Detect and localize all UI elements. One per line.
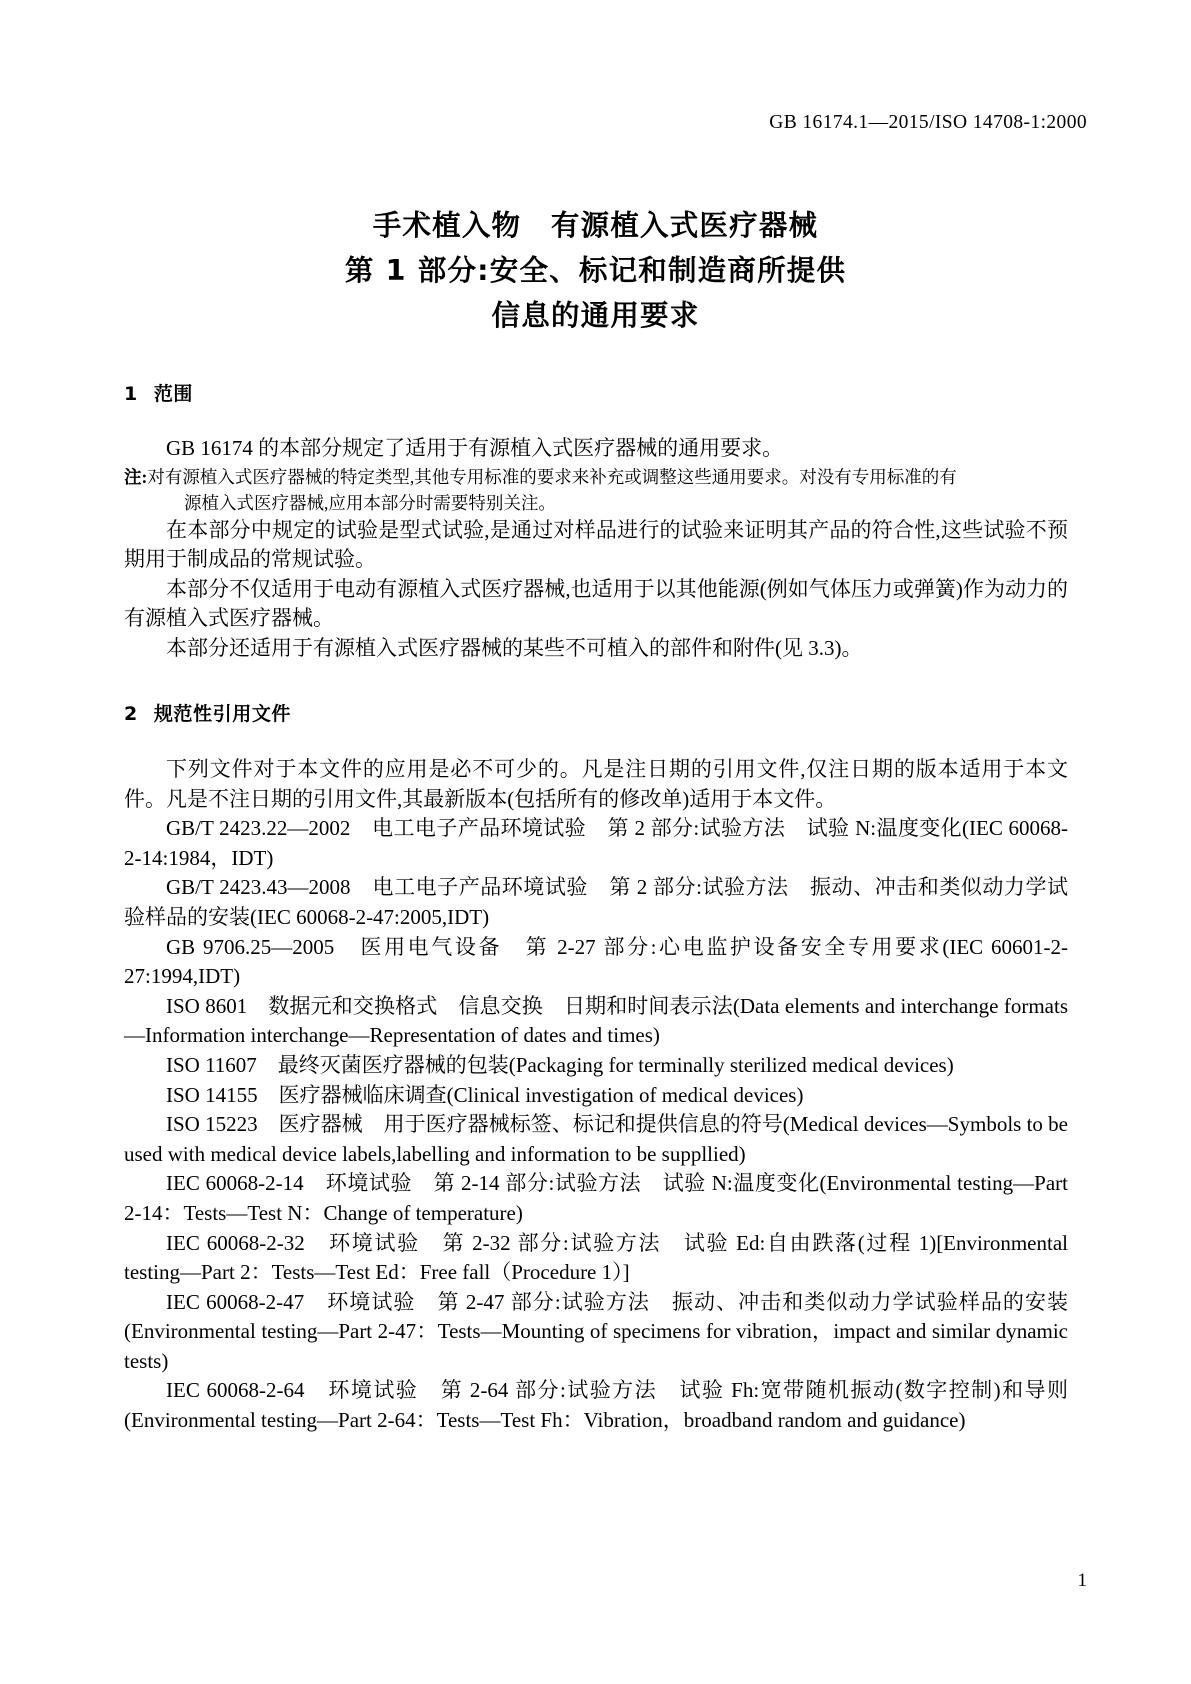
section-label-2: 规范性引用文件 [153, 703, 292, 725]
scope-body [124, 434, 1068, 664]
page-number: 1 [1077, 1570, 1087, 1591]
reference-entry: IEC 60068-2-32 环境试验 第 2-32 部分:试验方法 试验 Ed:自由跌落(过程 1)[Environmental testing—Part 2：Tests—Test Ed：Free fall（Procedure 1）] [124, 1230, 1068, 1285]
document-title [0, 203, 1191, 338]
reference-entry: ISO 14155 医疗器械临床调查(Clinical investigation of medical devices) [166, 1082, 804, 1107]
reference-entry: ISO 11607 最终灭菌医疗器械的包装(Packaging for terminally sterilized medical devices) [166, 1052, 954, 1077]
scope-paragraph-3: 本部分不仅适用于电动有源植入式医疗器械,也适用于以其他能源(例如气体压力或弹簧)作为动力的有源植入式医疗器械。 [124, 576, 1068, 631]
scope-paragraph-1: GB 16174 的本部分规定了适用于有源植入式医疗器械的通用要求。 [166, 436, 784, 460]
title-line-1: 手术植入物 有源植入式医疗器械 [372, 209, 819, 242]
scope-paragraph-4: 本部分还适用于有源植入式医疗器械的某些不可植入的部件和附件(见 3.3)。 [166, 635, 863, 660]
section-heading-normative-references [124, 699, 291, 726]
normative-references-body [124, 755, 1068, 1436]
reference-entry: IEC 60068-2-14 环境试验 第 2-14 部分:试验方法 试验 N:温度变化(Environmental testing—Part 2-14：Tests—Test N：Change of temperature) [124, 1171, 1068, 1225]
reference-entry: GB 9706.25—2005 医用电气设备 第 2-27 部分:心电监护设备安全专用要求(IEC 60601-2-27:1994,IDT) [124, 934, 1068, 989]
reference-entry: ISO 8601 数据元和交换格式 信息交换 日期和时间表示法(Data elements and interchange formats—Information interchange—Representation of dates and times) [124, 993, 1068, 1048]
reference-entry: GB/T 2423.43—2008 电工电子产品环境试验 第 2 部分:试验方法 振动、冲击和类似动力学试验样品的安装(IEC 60068-2-47:2005,IDT) [124, 875, 1068, 929]
standard-code: GB 16174.1—2015/ISO 14708-1:2000 [769, 112, 1087, 133]
reference-entry: GB/T 2423.22—2002 电工电子产品环境试验 第 2 部分:试验方法 试验 N:温度变化(IEC 60068-2-14:1984，IDT) [124, 816, 1068, 870]
scope-paragraph-2: 在本部分中规定的试验是型式试验,是通过对样品进行的试验来证明其产品的符合性,这些试验不预期用于制成品的常规试验。 [124, 517, 1068, 572]
title-line-2: 第 1 部分:安全、标记和制造商所提供 [344, 254, 847, 287]
section-number-2: 2 [124, 703, 138, 725]
scope-note-line-2: 源植入式医疗器械,应用本部分时需要特别关注。 [184, 492, 556, 513]
note-text-1: 对有源植入式医疗器械的特定类型,其他专用标准的要求来补充或调整这些通用要求。对没有专用标准的有 [147, 466, 957, 487]
section-heading-scope [124, 379, 193, 406]
reference-entry: IEC 60068-2-64 环境试验 第 2-64 部分:试验方法 试验 Fh:宽带随机振动(数字控制)和导则(Environmental testing—Part 2-64：Tests—Test Fh：Vibration，broadband random and guidance) [124, 1378, 1068, 1433]
note-label: 注: [124, 466, 148, 487]
section-number-1: 1 [124, 383, 138, 405]
running-header [769, 112, 1087, 134]
scope-note-line-1 [124, 464, 1068, 490]
title-line-3: 信息的通用要求 [491, 299, 700, 332]
reference-entry: ISO 15223 医疗器械 用于医疗器械标签、标记和提供信息的符号(Medical devices—Symbols to be used with medical device labels,labelling and information to be suppllied) [124, 1112, 1068, 1166]
normative-intro: 下列文件对于本文件的应用是必不可少的。凡是注日期的引用文件,仅注日期的版本适用于本文件。凡是不注日期的引用文件,其最新版本(包括所有的修改单)适用于本文件。 [124, 757, 1068, 811]
reference-entry: IEC 60068-2-47 环境试验 第 2-47 部分:试验方法 振动、冲击和类似动力学试验样品的安装(Environmental testing—Part 2-47：Tests—Mounting of specimens for vibration，impact and similar dynamic tests) [124, 1289, 1068, 1373]
section-label-1: 范围 [153, 383, 194, 405]
